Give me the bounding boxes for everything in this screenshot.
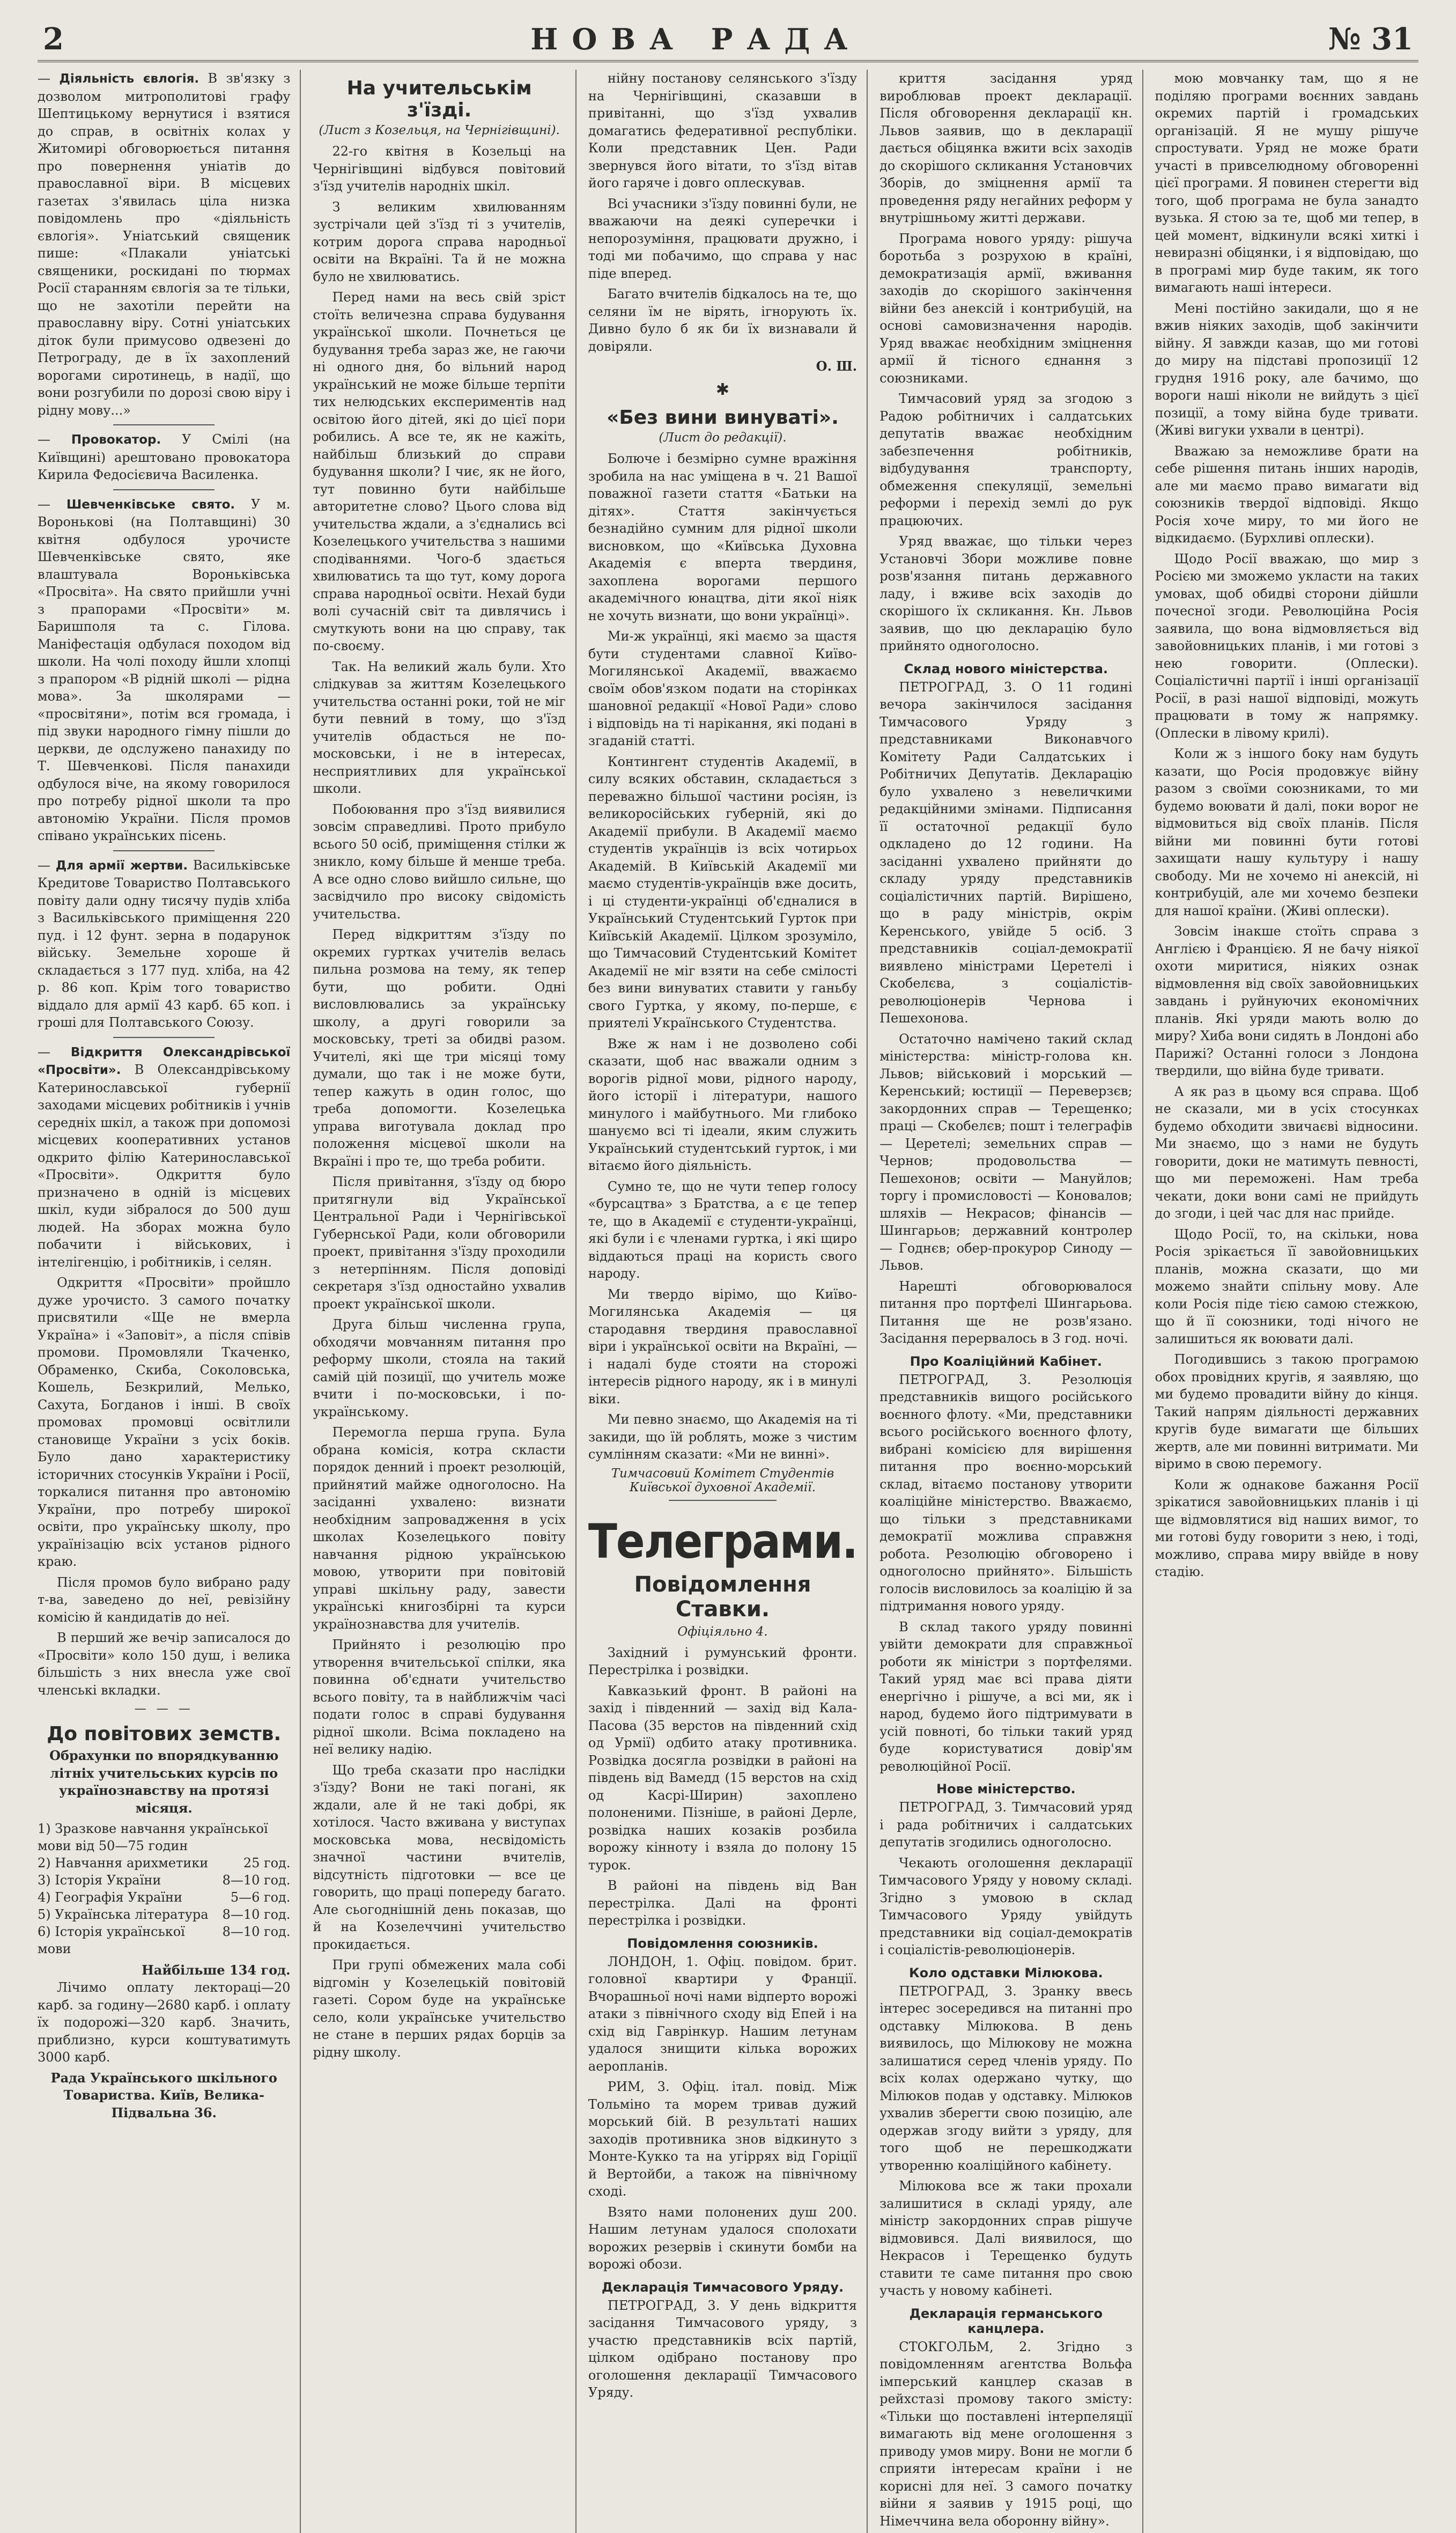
telegram-paragraph: ПЕТРОГРАД, 3. Зранку ввесь інтерес зосередився на питанні про одставку Мілюкова. В день виявилось, що Мілюкову не можна залишатися серед членів уряду. По всіх колах одержано чутку, що Мілюков подав у одставку. Мілюков ухвалив зберегти свою позицію, але одержав згоду вийти з уряду, для того щоб не перешкоджати утворенню коаліційного кабінету. xyxy=(879,1983,1133,2173)
course-subject: 1) Зразкове навчання української мови від 50—75 годин xyxy=(38,1821,268,1853)
course-hours: 8—10 год. xyxy=(222,1873,291,1888)
article-body xyxy=(313,143,565,2061)
item-divider xyxy=(113,424,215,425)
german-declaration-title: Декларація германського канцлера. xyxy=(909,2306,1103,2336)
article-paragraph: Перед відкриттям з'їзду по окремих гуртках учителів велась пильна розмова на тему, як тепер бути, що робити. Одні висловлювались за українську школу, а другі говорили за московську, треті за обидві разом. Учителі, які ще три місяці тому думали, що так і не може бути, тепер кажуть в один голос, що треба допомогти. Козелецька управа виготувала доклад про положення місцевої школи на Вкраїні і про те, що треба робити. xyxy=(313,927,566,1169)
course-hours-row xyxy=(38,1906,290,1923)
news-item-text: У м. Воронькові (на Полтавщині) 30 квітня одбулося урочисте Шевченківське свято, яке влаштувала Вороньківська «Просвіта». На свято прийшли учні з прапорами «Просвіти» м. Баришполя та с. Гілова. Маніфестація одбулася походом від школи. На чолі походу йшли хлопці з прапором «В рідній школі — рідна мова». За школярами — «просвітяни», потім вся громада, і під звуки народного гімну пішли до церкви, де одслужено панахиду по Т. Шевченкові. Після панахиди одбулося віче, на якому говорилося про потребу рідної школи та про автономію України. Після промов співано українських пісень. xyxy=(38,496,291,843)
course-hours-row xyxy=(38,1820,290,1854)
telegram-paragraph: Взято нами полонених душ 200. Нашим летунам удалося сполохати ворожих резервів і скинути бомби на ворожі обози. xyxy=(588,2204,858,2272)
article-continuation xyxy=(588,70,857,355)
news-item-heading: Діяльність євлогія. xyxy=(59,72,199,86)
article-paragraph: 22-го квітня в Козельці на Чернігівщині відбувся повітовий з'їзд учителів народніх шкіл. xyxy=(313,144,566,194)
chancellor-speech-body xyxy=(1155,70,1418,1581)
telegram-paragraph: В районі на південь від Ван перестрілка. Далі на фронті перестрілка і розвідки. xyxy=(588,1878,858,1928)
course-hours-row xyxy=(38,1889,290,1906)
letter-paragraph: Вже ж нам і не дозволено собі сказати, щоб нас вважали одним з ворогів рідної мови, рідного народу, його історії і літератури, нашого минулого і майбутнього. Ми глибоко шануємо всі ті ідеали, яким служить Український студентський гурток, і ми вітаємо його діяльність. xyxy=(588,1036,858,1173)
speech-paragraph: Коли ж однакове бажання Росії зрікатися завойовницьких планів і ці ще відмовлятися від наших вимог, то ми готові буду говорити з нею, і тоді, можливо, справа миру ввійде в нову стадію. xyxy=(1155,1477,1418,1579)
telegram-paragraph: Нарешті обговорювалося питання про портфелі Шингарьова. Питання ще не розв'язано. Засідання перервалось в 3 год. ночі. xyxy=(879,1278,1133,1346)
speech-paragraph: Вважаю за неможливе брати на себе рішення питань інших народів, але ми маємо право вимагати від союзників твердої відповіді. Якщо Росія хоче миру, то ми його не відкидаємо. (Бурхливі оплески). xyxy=(1155,443,1418,546)
course-subject: 4) Географія України xyxy=(38,1890,182,1905)
letter-paragraph: Болюче і безмірно сумне вражіння зробила на нас уміщена в ч. 21 Вашої поважної газети стаття «Батьки на дітях». Стаття закінчується безнадійно сумним для рідної школи висновком, що «Київська Духовна Академія є вперта твердиня, захоплена ворогами першого академічного юнацтва, діти якої ніяк не хочуть визнати, що вони українці». xyxy=(588,451,858,623)
course-hours: 5—6 год. xyxy=(230,1890,291,1905)
ad-total: Найбільше 134 год. xyxy=(142,1962,291,1978)
stavka-title: Повідомлення Ставки. xyxy=(634,1572,811,1622)
news-item-text: Васильківське Кредитове Товариство Полтавського повіту дали одну тисячу пудів хліба з Васильківського приміщення 220 пуд. і 12 фунт. зерна в подарунок війську. Земельне хороше й складається з 177 пуд. хліба, на 42 р. 86 коп. Крім того товариство віддало для армії 43 карб. 65 коп. і гроші для Полтавського Союзу. xyxy=(38,857,291,1030)
article-title: На учительськім з'їзді. xyxy=(346,77,532,121)
course-subject: 3) Історія України xyxy=(38,1873,161,1888)
telegram-paragraph: криття засідання уряд вироблював проект декларації. Після обговорення декларації кн. Львов заявив, що в декларації дається обіцянка вжити всіх заходів до скорішого скликання Установчих Зборів, до зміцнення армії та проведення ряду негайних реформ у внутрішньому житті держави. xyxy=(879,71,1133,225)
telegram-paragraph: РИМ, 3. Офіц. італ. повід. Між Тольміно та морем тривав дужий морський бій. В результаті наших заходів противника знов відкинуто з Монте-Кукко та на угіррях від Горіції й Вертойби, а також на північному сході. xyxy=(588,2079,858,2199)
ad-intro: Обрахунки по впорядкуванню літніх учительських курсів по українознавству на протязі місяця. xyxy=(49,1748,279,1816)
course-hours xyxy=(285,1820,290,1854)
speech-paragraph: мою мовчанку там, що я не поділяю програми воєнних завдань окремих партій і громадських організацій. Я не мушу рішуче спростувати. Уряд не може брати участі в привселюдному обговоренні цієї програми. Я повинен стерегти від того, щоб програма не була занадто вузька. Я стою за те, щоб ми тепер, в цей момент, відкинули всякі хиткі і невиразні обіцянки, і я відповідаю, що в програмі мир буде таким, як того вимагають наші інтереси. xyxy=(1155,71,1418,295)
telegram-paragraph: ПЕТРОГРАД, 3. О 11 годині вечора закінчилося засідання Тимчасового Уряду з представниками Виконавчого Комітету Ради Салдатських і Робітничих Депутатів. Декларацію було ухвалено з невеличкими редакційними змінами. Підписання її остаточної редакції було одкладено до 12 години. На засіданні ухвалено прийняти до складу уряду представників соціалістичних партій. Вирішено, що в раду міністрів, окрім Керенського, увійде 5 осіб. З представників соціал-демократії виявлено міністрами Церетелі і Скобелєва, з соціалістів-революціонерів Чернова і Пешехонова. xyxy=(879,679,1133,1026)
article-paragraph: нійну постанову селянського з'їзду на Чернігівщині, сказавши в привітанні, що з'їзд ухвалив домагатись федеративної республіки. Коли представник Цен. Ради звернувся його вітати, то з'їзд вітав його гаряче і довго оплескував. xyxy=(588,71,858,190)
news-item-heading: Для армії жертви. xyxy=(55,858,188,873)
news-item-text: В перший же вечір записалося до «Просвіти» коло 150 душ, і велика більшість з них внесла уже свої членські вкладки. xyxy=(38,1630,291,1698)
news-item-heading: Шевченківське свято. xyxy=(66,497,235,512)
columns xyxy=(38,70,1418,2529)
news-item xyxy=(38,1574,290,1626)
course-hours-row xyxy=(38,1923,290,1957)
speech-paragraph: Щодо Росії, то, на скільки, нова Росія зрікається її завойовницьких планів, можна сказати, що ми можемо знайти спільну мову. Але коли Росія піде тією самою стежкою, що й її союзники, тоді нічого не залишиться як воювати далі. xyxy=(1155,1226,1418,1346)
declaration-title: Декларація Тимчасового Уряду. xyxy=(601,2279,844,2295)
letter-byline: (Лист до редакції). xyxy=(659,431,787,445)
news-item: — Діяльність євлогія. В зв'язку з дозволом митрополитові графу Шептицькому вернутися і взятися до справ, в освітніх колах у Житомирі обговорюється питання про повернення уніатів до православної віри. В місцевих газетах з'явилась ціла низка повідомлень про «діяльність євлогія». Уніатський священик пише: «Плакали уніатські священики, роскидані по тюрмах Росії старанням євлогія за те тільки, що не захотіли перейти на православну віру. Сотні уніатських діток були примусово одвезені до Петрограду, де в їх захоплений ворогами сиротинець, в надії, що вони розгубили по дорозі свою віру і рідну мову...» xyxy=(38,71,291,418)
news-list xyxy=(38,70,290,1699)
declaration-continuation xyxy=(879,70,1132,655)
letter-paragraph: Сумно те, що не чути тепер голосу «бурсацтва» з Братства, а є це тепер те, що в Академії є студенти-українці, які були і є членами гуртка, і які щиро віддаються праці на користь свого народу. xyxy=(588,1179,858,1281)
course-subject: 6) Історія української мови xyxy=(38,1924,185,1956)
letter-paragraph: Ми певно знаємо, що Академія на ті закиди, що їй роблять, може з чистим сумлінням сказати: «Ми не винні». xyxy=(588,1412,858,1462)
newspaper-title: НОВА РАДА xyxy=(530,22,862,56)
news-item: — Відкриття Олександрівської «Просвіти». В Олександрівському Катеринославської губернії заходами місцевих робітників і учнів середніх шкіл, а також при допомозі місцевих кооперативних установ одкрито філію Катеринославської «Просвіти». Одкриття було призначено в одній із місцевих шкіл, куди зібралося до 500 душ людей. На зборах можна було побачити і військових, і інтелігенцію, і робітників, і селян. xyxy=(38,1044,291,1270)
article-paragraph: Друга більш численна група, обходячи мовчанням питання про реформу школи, стояла на такий самій цій позиції, що учитель може вчити і по-московськи, і по-українському. xyxy=(313,1317,566,1419)
telegram-paragraph: Кавказький фронт. В районі на захід і південний — захід від Кала-Пасова (35 верстов на південний схід од Урмії) одбито атаку противника. Розвідка досягла розвідки в районі на південь від Вамедд (15 верстов на схід од Касрі-Ширин) захоплено полоненими. Пізніше, в районі Дерле, розвідка наших козаків розбила ворожу кінноту і взяла до полону 15 турок. xyxy=(588,1683,858,1873)
article-paragraph: Всі учасники з'їзду повинні були, не вважаючи на деякі суперечки і непорозуміння, працювати дружно, і тоді ми побачимо, що справа у нас піде вперед. xyxy=(588,196,858,281)
article-byline: (Лист з Козельця, на Чернігівщині). xyxy=(319,123,560,137)
item-divider xyxy=(113,850,215,851)
stavka-body xyxy=(588,1644,857,1930)
news-item: — Шевченківське свято. У м. Воронькові (на Полтавщині) 30 квітня одбулося урочисте Шевченківське свято, яке влаштувала Вороньківська «Просвіта». На свято прийшли учні з прапорами «Просвіти» м. Баришполя та с. Гілова. Маніфестація одбулася походом від школи. На чолі походу йшли хлопці з прапором «В рідній школі — рідна мова». За школярами — «просвітяни», потім вся громада, і під звуки народного гімну пішли до церкви, де одслужено панахиду по Т. Шевченкові. Після панахиди одбулося віче, на якому говорилося про потребу рідної школи та про автономію України. Після промов співано українських пісень. xyxy=(38,496,291,843)
article-sign: О. Ш. xyxy=(816,358,858,374)
telegram-paragraph: Чекають оголошення декларації Тимчасового Уряду у новому складі. Згідно з умовою в склад Тимчасового Уряду увійдуть представники від соціал-демократів і соціалістів-революціонерів. xyxy=(879,1855,1133,1957)
column-4 xyxy=(879,70,1143,2533)
new-ministry-body xyxy=(879,1799,1132,1959)
column-5 xyxy=(1155,70,1418,2533)
news-item xyxy=(38,1629,290,1699)
speech-paragraph: Коли ж з іншого боку нам будуть казати, що Росія продовжує війну разом з своїми союзниками, то ми будемо воювати й далі, поки ворог не відмовиться від своїх планів. Після війни ми повинні бути готові захищати нашу культуру і нашу свободу. Ми не хочемо ні анексій, ні контрибуцій, але ми хочемо безпеки для нашої країни. (Живі оплески). xyxy=(1155,746,1418,918)
course-hours: 8—10 год. xyxy=(222,1907,291,1922)
news-item-heading: Провокатор. xyxy=(71,433,161,447)
letter-signature: Тимчасовий Комітет Студентів Київської духовної Академії. xyxy=(611,1466,834,1494)
letter-paragraph: Ми-ж українці, які маємо за щастя бути студентами славної Київо-Могилянської Академії, вважаємо своїм обов'язком подати на сторінках шановної редакції «Нової Ради» слово і відповідь на ті нарікання, які подані в згаданій статті. xyxy=(588,629,858,748)
divider xyxy=(669,1500,776,1501)
item-divider xyxy=(113,489,215,490)
ad-title: До повітових земств. xyxy=(47,1723,282,1745)
coalition-body xyxy=(879,1371,1132,1776)
article-paragraph: З великим хвилюванням зустрічали цей з'їзд ті з учителів, котрим дорога справа народньої освіти на Вкраїні. Та й не можна було не хвилюватись. xyxy=(313,199,566,284)
course-hours: 25 год. xyxy=(243,1855,291,1871)
news-item-text: У Смілі (на Київщині) арештовано провокатора Кирила Федосієвича Василенка. xyxy=(38,432,291,482)
news-item-heading: Відкриття Олександрівської «Просвіти». xyxy=(38,1045,291,1077)
course-subject: 2) Навчання арихметики xyxy=(38,1855,209,1871)
news-item-text: Після промов було вибрано раду т-ва, заведено до неї, ревізійну комісію й кандидатів до неї. xyxy=(38,1574,291,1625)
coalition-title: Про Коаліційний Кабінет. xyxy=(910,1353,1102,1369)
news-item-text: В зв'язку з дозволом митрополитові графу Шептицькому вернутися і взятися до справ, в освітніх колах у Житомирі обговорюється питання про повернення уніатів до православної віри. В місцевих газетах з'явилась ціла низка повідомлень про «діяльність євлогія». Уніатський священик пише: «Плакали уніатські священики, роскидані по тюрмах Росії старанням євлогія за те тільки, що не захотіли перейти на православну віру. Сотні уніатських діток були примусово одвезені до Петрограду, де в їх захоплений ворогами сиротинець, в надії, що вони розгубили по дорозі свою віру і рідну мову...» xyxy=(38,71,291,418)
letter-body xyxy=(588,450,857,1463)
course-hours-row xyxy=(38,1854,290,1872)
news-item-text: В Олександрівському Катеринославської губернії заходами місцевих робітників і учнів середніх шкіл, а також при допомозі місцевих кооперативних установ одкрито філію Катеринославської «Просвіти». Одкриття було призначено в одній із місцевих шкіл, куди зібралося до 500 душ людей. На зборах можна було побачити і військових, і інтелігенцію, і робітників, і селян. xyxy=(38,1062,291,1270)
letter-paragraph: Ми твердо вірімо, що Київо-Могилянська Академія — ця стародавня твердиня православної віри і української освіти на Вкраїні, — і надалі буде стояти на сторожі інтересів рідного народу, як і в минулі віки. xyxy=(588,1286,858,1407)
article-paragraph: Побоювання про з'їзд виявилися зовсім справедливі. Прото прибуло всього 50 осіб, приміщення стілки ж зникло, кому більше й менше треба. А все одно слово вийшло сильне, що засвідчило про високу свідомість учительства. xyxy=(313,801,566,922)
article-paragraph: Що треба сказати про наслідки з'їзду? Вони не такі погані, як ждали, але й не такі добрі, як хотілося. Часто вживана у виступах московська мова, несвідомість значної частини вчителів, відсутність підготовки — все це говорить, що праці попереду багато. Але сьогоднішній день показав, що й на Козелеччині учительство прокидається. xyxy=(313,1762,566,1952)
new-ministry-title: Нове міністерство. xyxy=(936,1781,1076,1796)
issue-number: № 31 xyxy=(1328,21,1413,57)
ad-text: Лічимо оплату лектораці—20 карб. за годину—2680 карб. і оплату їх подорожі—320 карб. Значить, приблизно, курси коштуватимуть 3000 карб. xyxy=(38,1980,291,2065)
stavka-subtitle: Офіціяльно 4. xyxy=(677,1624,768,1639)
masthead xyxy=(38,21,1418,62)
speech-paragraph: А як раз в цьому вся справа. Щоб не сказали, ми в усіх стосунках будемо обходити звичаєві відносини. Ми знаємо, що з нами не будуть говорити, доки не матимуть певності, що ми переможені. Нам треба чекати, доки вони самі не прийдуть до згоди, і цей час для нас прийде. xyxy=(1155,1084,1418,1221)
telegram-paragraph: Тимчасовий уряд за згодою з Радою робітничих і салдатських депутатів вважає необхідним забезпечення робітників, відбудування транспорту, обмеження спекуляції, земельні реформи і перехід землі до рук працюючих. xyxy=(879,391,1133,528)
article-paragraph: При групі обмежених мала собі відгомін у Козелецькій повітовій газеті. Сором буде на українське село, коли українське учительство не стане в перших рядах борців за рідну школу. xyxy=(313,1957,566,2060)
column-3 xyxy=(588,70,868,2533)
ministry-body xyxy=(879,679,1132,1348)
article-paragraph: Багато вчителів бідкалось на те, що селяни їм не вірять, ігнорують їх. Дивно було б як би їх визнавали й довіряли. xyxy=(588,286,858,354)
ministry-title: Склад нового міністерства. xyxy=(904,661,1108,676)
telegram-paragraph: В склад такого уряду повинні увійти демократи для справжньої роботи як міністри з портфелями. Такий уряд має всі права діяти енергічно і рішуче, а всі ми, як і народ, будемо його підтримувати в усій повноті, бо тільки такий уряд буде користуватися довір'ям революційної Росії. xyxy=(879,1619,1133,1774)
speech-paragraph: Мені постійно закидали, що я не вжив ніяких заходів, щоб закінчити війну. Я завжди казав, що ми готові до миру на підставі пропозиції 12 грудня 1916 року, але бачимо, що вороги наші ніколи не вийдуть з цієї позиції, а тому війна буде тривати. (Живі вигуки ухвали в центрі). xyxy=(1155,300,1418,438)
article-paragraph: Перед нами на весь свій зріст стоїть величезна справа будування української школи. Почнеться це будування треба зараз же, не гаючи ні одного дня, бо вільний народ український не може більше терпіти тих нелюдських експериментів над освітою його дітей, які до цієї пори робились. А все те, як не кажіть, найбільш близький до справи будування школи? І чиє, як не його, тут повинно бути найбільше авторитетне слово? Цього слова від учительства ждали, а з'єднались всі Козелецького учительства з нашими сподіваннями. Чого-б здається хвилюватись та що тут, кому дорога справа народньої освіти. Нехай буди волі сучасній світ та дивлячись і смуткують вони на цю справу, так по-своєму. xyxy=(313,290,566,653)
article-paragraph: Перемогла перша група. Була обрана комісія, котра скласти порядок денний і проект резолюцій, прийнятий майже одноголосно. На засіданні ухвалено: визнати необхідним запровадження в усіх школах Козелецького повіту навчання рідною українською мовою, утворити при повітовій управі шкільну раду, завести українські книгозбірні та курси українознавства для учителів. xyxy=(313,1425,566,1632)
telegram-paragraph: ПЕТРОГРАД, 3. Тимчасовий уряд і рада робітничих і салдатських депутатів згодились одноголосно. xyxy=(879,1800,1133,1850)
course-hours: 8—10 год. xyxy=(222,1924,291,1939)
star-divider: ✱ xyxy=(715,380,730,399)
telegram-paragraph: Мілюкова все ж таки прохали залишитися в складі уряду, але міністр закордонних справ рішуче відмовився. Далі виявилося, що Некрасов і Терещенко будуть ставити те саме питання про свою участь у новому кабінеті. xyxy=(879,2178,1133,2298)
allies-body xyxy=(588,1953,857,2273)
milyukov-title: Коло одставки Мілюкова. xyxy=(908,1965,1103,1980)
news-item: — Провокатор. У Смілі (на Київщині) арештовано провокатора Кирила Федосієвича Василенка. xyxy=(38,432,291,482)
german-declaration-body xyxy=(879,2338,1132,2530)
column-1 xyxy=(38,70,301,2533)
speech-paragraph: Зовсім інакше стоїть справа з Англією і Францією. Я не бачу ніякої охоти миритися, ніяких ознак відмовлення від своїх завойовницьких завдань і руйнуючих економічних планів. Які уряди мають волю до миру? Хиба вони сидять в Лондоні або Парижі? Останні голоси з Лондона твердили, що війна буде тривати. xyxy=(1155,924,1418,1078)
telegram-paragraph: СТОКГОЛЬМ, 2. Згідно з повідомленням агентства Вольфа імперський канцлер сказав в рейхстазі промову такого змісту: «Тільки що поставлені інтерпеляції вимагають від мене оголошення з приводу умов миру. Вони не могли б сприяти інтересам країни і не корисні для неї. З самого початку війни я заявив у 1915 році, що Німеччина вела оборонну війну». xyxy=(879,2339,1133,2529)
course-hours-list xyxy=(38,1820,290,1957)
speech-paragraph: Щодо Росії вважаю, що мир з Росією ми зможемо укласти на таких умовах, щоб обидві сторони дійшли почесної згоди. Революційна Росія заявила, що вона відмовляється від завойовницьких планів, і ми готові з нею говорити. (Оплески). Соціалістичні партії і інші організації Росії, в разі нашої відповіді, можуть працювати в тому ж напрямку. (Оплески в лівому крилі). xyxy=(1155,551,1418,741)
article-paragraph: Після привітання, з'їзду од бюро притягнули від Української Центральної Ради і Чернігівської Губернської Ради, коли обговорили проект, привітання з'їзду проходили з нетерпінням. Після доповіді секретаря з'їзд одностайно ухвалив проект української школи. xyxy=(313,1174,566,1312)
course-hours-row xyxy=(38,1872,290,1889)
telegram-paragraph: Остаточно намічено такий склад міністерства: міністр-голова кн. Львов; військовий і морський — Керенський; юстиції — Переверзєв; закордонних справ — Терещенко; праці — Скобелєв; пошт і телеграфів — Церетелі; земельних справ — Чернов; продовольства — Пешехонов; освіти — Мануйлов; торгу і промисловості — Коновалов; шляхів — Некрасов; фінансів — Шингарьов; державний контролер — Годнєв; обер-прокурор Синоду — Львов. xyxy=(879,1031,1133,1273)
news-item-text: Одкриття «Просвіти» пройшло дуже урочисто. З самого початку присвятили «Ще не вмерла Україна» і «Заповіт», а після співів промови. Промовляли Ткаченко, Обраменко, Скиба, Соколовська, Кошель, Безкрилий, Мелько, Сахута, Богданов і інші. В своїх промовах промовці освітлили становище України з усіх боків. Було дано характеристику історичних стосунків України і Росії, торкалися питання про автономію України, про потребу широкої освіти, про українську школу, про українізацію всіх установ рідного краю. xyxy=(38,1275,291,1569)
ad-sign: Рада Українського шкільного Товариства. Київ, Велика-Підвальна 36. xyxy=(50,2070,277,2120)
telegram-paragraph: ПЕТРОГРАД, 3. У день відкриття засідання Тимчасового уряду, з участю представників всіх партій, цілком одібрано постанову про оголошення декларації Тимчасового Уряду. xyxy=(588,2298,858,2400)
course-subject: 5) Українська література xyxy=(38,1907,209,1922)
telegrams-title: Телеграми. xyxy=(588,1513,858,1569)
speech-paragraph: Погодившись з такою програмою обох провідних кругів, я заявляю, що ми будемо провадити війну до кінця. Такий напрям діяльності державних кругів буде вимагати ще більших жертв, але ми повинні витримати. Ми віримо в свою перемогу. xyxy=(1155,1352,1418,1471)
section-divider: — — — xyxy=(134,1702,194,1715)
article-paragraph: Прийнято і резолюцію про утворення вчительської спілки, яка повинна об'єднати учительство всього повіту, та в найближчім часі подати голос в справі будування рідної школи. Всіма покладено на неї велику надію. xyxy=(313,1637,566,1757)
telegram-paragraph: Західний і румунський фронти. Перестрілка і розвідки. xyxy=(588,1645,858,1677)
page-number: 2 xyxy=(43,21,64,57)
letter-paragraph: Контингент студентів Академії, в силу всяких обставин, складається з переважно більшої частини росіян, із великоросійських губерній, які до Академії прибули. В Академії маємо студентів українців із всіх чотирьох Академій. В Київській Академії ми маємо студентів-українців вже досить, і ці студенти-українці об'єдналися в Український Студентський Гурток при Київській Академії. Цілком зрозуміло, що Тимчасовий Студентський Комітет Академії не міг взяти на себе смілості без вини винуватих ставити у ганьбу свого Гуртка, у якому, по-перше, є приятелі Українського Студентства. xyxy=(588,754,858,1030)
milyukov-body xyxy=(879,1983,1132,2300)
telegram-paragraph: ЛОНДОН, 1. Офіц. повідом. брит. головної квартири у Франції. Вчорашньої ночі нами відперто ворожі атаки з північного сходу від Епей і на схід від Гаврінкур. Нашим летунам удалося знищити кілька ворожих аеропланів. xyxy=(588,1954,858,2074)
telegram-paragraph: Уряд вважає, що тільки через Установчі Збори можливе повне розв'язання питань державного ладу, і вживе всіх заходів до скорішого їх скликання. Кн. Львов заявив, що цю декларацію було прийнято одноголосно. xyxy=(879,534,1133,653)
column-2 xyxy=(313,70,576,2533)
news-item xyxy=(38,1274,290,1571)
letter-title: «Без вини винуваті». xyxy=(607,407,839,429)
telegram-paragraph: Програма нового уряду: рішуча боротьба з розрухою в країні, демократизація армії, вживання заходів до скорішого закінчення війни без анексій і контрибуцій, на основі самовизначення народів. Уряд вважає необхідним зміцнення армії й тісного єднання з союзниками. xyxy=(879,231,1133,386)
declaration-body xyxy=(588,2297,857,2402)
article-paragraph: Так. На великий жаль були. Хто слідкував за життям Козелецького учительства останні роки, той не міг бути певний в тому, що з'їзд учителів обдасться не по-московськи, і не в інтересах, несприятливих для української школи. xyxy=(313,659,566,796)
telegram-paragraph: ПЕТРОГРАД, 3. Резолюція представників вищого російського воєнного флоту. «Ми, представники всього російського воєнного флоту, вибрані комісією для вирішення питання про воєнно-морський склад, вітаємо постанову утворити коаліційне міністерство. Вважаємо, що тільки з представниками демократії можлива справжня робота. Резолюцію обговорено і одноголосно прийнято». Більшість голосів висловилось за коаліцію й за підтримання нового уряду. xyxy=(879,1372,1133,1614)
allies-title: Повідомлення союзників. xyxy=(627,1935,818,1951)
news-item: — Для армії жертви. Васильківське Кредитове Товариство Полтавського повіту дали одну тисячу пудів хліба з Васильківського приміщення 220 пуд. і 12 фунт. зерна в подарунок війську. Земельне хороше й складається з 177 пуд. хліба, на 42 р. 86 коп. Крім того товариство віддало для армії 43 карб. 65 коп. і гроші для Полтавського Союзу. xyxy=(38,857,291,1030)
item-divider xyxy=(113,1037,215,1038)
